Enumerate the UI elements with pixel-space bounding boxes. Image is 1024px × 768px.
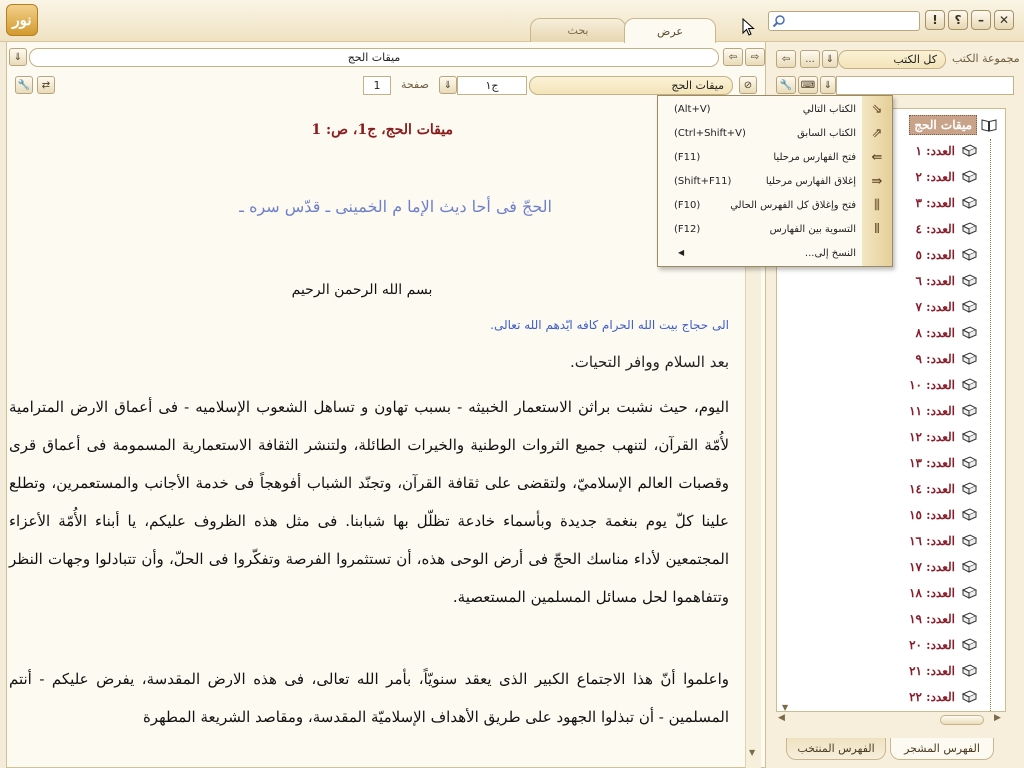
menu-item-shortcut: (Alt+V) — [674, 104, 711, 115]
sync-pages-icon[interactable]: ⇄ — [37, 76, 55, 94]
menu-item-shortcut: (Ctrl+Shift+V) — [674, 128, 746, 139]
tree-item-label: العدد: ٦ — [915, 274, 955, 288]
tree-item[interactable] — [916, 297, 977, 317]
closed-book-icon — [961, 482, 977, 496]
tree-item[interactable] — [909, 609, 977, 629]
tree-item-label: العدد: ١٤ — [909, 482, 955, 496]
menu-item-shortcut: (F10) — [674, 200, 701, 211]
submenu-arrow-icon: ◀ — [678, 248, 685, 257]
closed-book-icon — [961, 612, 977, 626]
menu-item-shortcut: (F11) — [674, 152, 701, 163]
tree-item[interactable] — [909, 505, 977, 525]
context-menu-item[interactable] — [658, 122, 892, 146]
closed-book-icon — [961, 144, 977, 158]
search-input[interactable] — [789, 13, 917, 29]
tab-search[interactable]: بحث — [530, 18, 626, 42]
paragraph-2: واعلموا أنّ هذا الاجتماع الكبير الذى يعقد سنويّاً، بأمر الله تعالى، فى هذه الارض المقدسة، يفرض عليكم - أنتم المسلمين - أن تبذلوا الجهود على طريق الأهداف الإسلاميّة المقدسة، ومقاصد الشريعة المطهرة — [9, 670, 729, 726]
tree-item-label: العدد: ٣ — [915, 196, 955, 210]
menu-item-label: الكتاب التالي — [802, 104, 856, 115]
tree-item-label: العدد: ١٢ — [909, 430, 955, 444]
book-group-label: مجموعة الكتب — [952, 52, 1020, 65]
tab-view[interactable]: عرض — [624, 18, 716, 43]
closed-book-icon — [961, 196, 977, 210]
minimize-button[interactable]: – — [971, 10, 991, 30]
tree-item-label: العدد: ١٠ — [909, 378, 955, 392]
open-book-icon — [981, 118, 997, 132]
next-book-icon: ⇘ — [871, 102, 883, 117]
collapse-index-icon: ⇛ — [871, 174, 883, 189]
menu-item-label: الكتاب السابق — [797, 128, 856, 139]
closed-book-icon — [961, 664, 977, 678]
mouse-pointer-icon — [742, 18, 756, 36]
scroll-down-arrow-icon[interactable]: ▼ — [749, 748, 756, 757]
scroll-right-icon[interactable]: ▶ — [994, 713, 1001, 723]
menu-item-label: فتح الفهارس مرحليا — [773, 152, 856, 163]
menu-item-shortcut: (Shift+F11) — [674, 176, 732, 187]
tree-item-label: العدد: ١٦ — [909, 534, 955, 548]
tree-horizontal-scrollbar[interactable] — [776, 713, 1006, 727]
tree-item[interactable] — [916, 349, 977, 369]
tree-item-label: العدد: ٢٢ — [909, 690, 955, 704]
closed-book-icon — [961, 300, 977, 314]
filter-dropdown-icon[interactable]: ⇓ — [820, 76, 836, 94]
tree-item[interactable] — [909, 687, 977, 707]
closed-book-icon — [961, 404, 977, 418]
menu-item-label: إغلاق الفهارس مرحليا — [765, 176, 856, 187]
app-logo[interactable]: نور — [6, 4, 38, 36]
book-title-field[interactable]: ميقات الحج — [29, 48, 719, 67]
tree-item-label: العدد: ١٩ — [909, 612, 955, 626]
greeting-line: بعد السلام ووافر التحيات. — [570, 353, 729, 371]
closed-book-icon — [961, 638, 977, 652]
page-number-input[interactable]: 1 — [363, 76, 391, 95]
balance-index-icon: ⫴ — [874, 222, 880, 237]
volume-dropdown-icon[interactable]: ⇓ — [439, 76, 457, 94]
tree-item-label: العدد: ٧ — [915, 300, 955, 314]
tree-item[interactable] — [916, 245, 977, 265]
tree-scroll-down-icon[interactable]: ▼ — [782, 703, 789, 712]
tree-item[interactable] — [916, 141, 977, 161]
keyboard-icon[interactable]: ⌨ — [798, 76, 818, 94]
document-title: الحجّ فى أحا ديث الإما م الخمينى ـ قدّس سره ـ — [239, 197, 552, 216]
book-group-select[interactable]: كل الكتب — [838, 50, 946, 69]
closed-book-icon — [961, 508, 977, 522]
tree-item-label: العدد: ١٨ — [909, 586, 955, 600]
menu-item-label: فتح وإغلاق كل الفهرس الحالي — [730, 200, 856, 211]
closed-book-icon — [961, 456, 977, 470]
closed-book-icon — [961, 560, 977, 574]
tree-item-label: العدد: ١٧ — [909, 560, 955, 574]
tree-item-label: العدد: ٢٠ — [909, 638, 955, 652]
alert-button[interactable]: ! — [925, 10, 945, 30]
menu-item-label: التسوية بين الفهارس — [769, 224, 856, 235]
back-arrow-button[interactable]: ⇦ — [723, 48, 743, 66]
tree-item[interactable] — [909, 557, 977, 577]
tree-item-label: العدد: ٥ — [915, 248, 955, 262]
closed-book-icon — [961, 430, 977, 444]
tree-item-label: العدد: ١٣ — [909, 456, 955, 470]
context-menu — [657, 95, 893, 267]
context-menu-item[interactable] — [658, 146, 892, 170]
context-menu-item[interactable] — [658, 170, 892, 194]
menu-item-label: النسخ إلى... — [804, 248, 856, 259]
closed-book-icon — [961, 352, 977, 366]
tree-connector — [990, 139, 991, 712]
page-label: صفحة — [401, 78, 429, 91]
magnifier-icon[interactable] — [772, 14, 786, 28]
close-button[interactable]: ✕ — [994, 10, 1014, 30]
tree-item-label: العدد: ٩ — [915, 352, 955, 366]
search-box — [768, 11, 920, 31]
volume-field[interactable]: ج١ — [457, 76, 527, 95]
dropdown-arrow-icon[interactable]: ⇓ — [9, 48, 27, 66]
context-menu-item[interactable] — [658, 194, 892, 218]
closed-book-icon — [961, 274, 977, 288]
tree-root[interactable] — [909, 115, 997, 135]
context-menu-item[interactable] — [658, 98, 892, 122]
tab-selected-index[interactable]: الفهرس المنتخب — [786, 738, 886, 760]
tree-item-label: العدد: ٢١ — [909, 664, 955, 678]
tree-item[interactable] — [916, 193, 977, 213]
tree-item-label: العدد: ٨ — [915, 326, 955, 340]
forward-arrow-button[interactable]: ⇨ — [745, 48, 765, 66]
tree-item-label: العدد: ١ — [915, 144, 955, 158]
menu-item-shortcut: (F12) — [674, 224, 701, 235]
expand-index-icon: ⇚ — [871, 150, 883, 165]
index-filter-input[interactable] — [836, 76, 1014, 95]
book-view-pane — [6, 42, 766, 768]
tree-item[interactable] — [916, 219, 977, 239]
tab-tree-index[interactable]: الفهرس المشجر — [890, 738, 994, 760]
tree-item[interactable] — [909, 453, 977, 473]
tree-item-label: العدد: ٤ — [915, 222, 955, 236]
closed-book-icon — [961, 248, 977, 262]
closed-book-icon — [961, 378, 977, 392]
book-select-field[interactable]: ميقات الحج — [529, 76, 733, 95]
tree-item-label: العدد: ٢ — [915, 170, 955, 184]
previous-book-icon: ⇗ — [871, 126, 883, 141]
title-bar — [0, 0, 1024, 42]
closed-book-icon — [961, 690, 977, 704]
tree-item[interactable] — [909, 531, 977, 551]
tree-item-label: العدد: ١١ — [909, 404, 955, 418]
page-header: ميقات الحج، ج1، ص: 1 — [311, 122, 453, 138]
back-arrow-right-pane-button[interactable]: ⇦ — [776, 50, 796, 68]
tree-item[interactable] — [916, 323, 977, 343]
help-button[interactable]: ؟ — [948, 10, 968, 30]
scroll-left-icon[interactable]: ◀ — [778, 713, 785, 723]
closed-book-icon — [961, 326, 977, 340]
tag-icon[interactable]: ⊘ — [739, 76, 757, 94]
horizontal-scroll-thumb[interactable] — [940, 715, 984, 725]
tree-item[interactable] — [909, 375, 977, 395]
tree-item-label: العدد: ١٥ — [909, 508, 955, 522]
tree-item[interactable] — [909, 479, 977, 499]
tree-item[interactable] — [916, 167, 977, 187]
book-group-dropdown-icon[interactable]: ⇓ — [822, 50, 838, 68]
closed-book-icon — [961, 170, 977, 184]
paragraph-1: اليوم، حيث نشبت براثن الاستعمار الخبيثه - بسبب تهاون و تساهل الشعوب الإسلاميه - فى أعماق الارض المترامية لأُمّة القرآن، لتنهب جميع الثروات الوطنية والخيرات الطائلة، ولتنشر الثقافة الاستعمارية المسمومة فى أعماق قرى وقصبات العالم الإسلاميّ، ولتقضى على ثقافة القرآن، وتجنّد الشباب أفوهجاً فى خدمة الأجانب والمستعمرين، وتطلع علينا كلّ يوم بنغمة جديدة وبأسماء خادعة تظلّل بها شبابنا. فى مثل هذه الظروف عليكم، يا أبناء الأُمّة الأعزاء المجتمعين لأداء مناسك الحجّ فى أرض الوحى هذه، أن تستثمروا الفرصة وتفكّروا فى الحلّ، وأن تتبادلوا وجهات النظر وتتفاهموا لحل مسائل المسلمين المستعصية. — [9, 398, 729, 606]
salutation-line: الى حجاج بيت الله الحرام كافه ايّدهم الله تعالى. — [490, 318, 729, 332]
context-menu-item[interactable] — [658, 218, 892, 242]
tree-root-label: ميقات الحج — [909, 115, 977, 135]
closed-book-icon — [961, 586, 977, 600]
closed-book-icon — [961, 534, 977, 548]
tree-item[interactable] — [909, 583, 977, 603]
closed-book-icon — [961, 222, 977, 236]
context-menu-item[interactable] — [658, 242, 892, 266]
tools-icon[interactable]: 🔧 — [776, 76, 796, 94]
wrench-icon[interactable]: 🔧 — [15, 76, 33, 94]
tree-item[interactable] — [909, 661, 977, 681]
tree-item[interactable] — [909, 427, 977, 447]
more-button[interactable]: ... — [800, 50, 820, 68]
basmala: بسم الله الرحمن الرحيم — [291, 282, 433, 298]
tree-item[interactable] — [909, 401, 977, 421]
tree-item[interactable] — [909, 635, 977, 655]
tree-item[interactable] — [916, 271, 977, 291]
toggle-index-icon: ⫼ — [874, 198, 880, 213]
